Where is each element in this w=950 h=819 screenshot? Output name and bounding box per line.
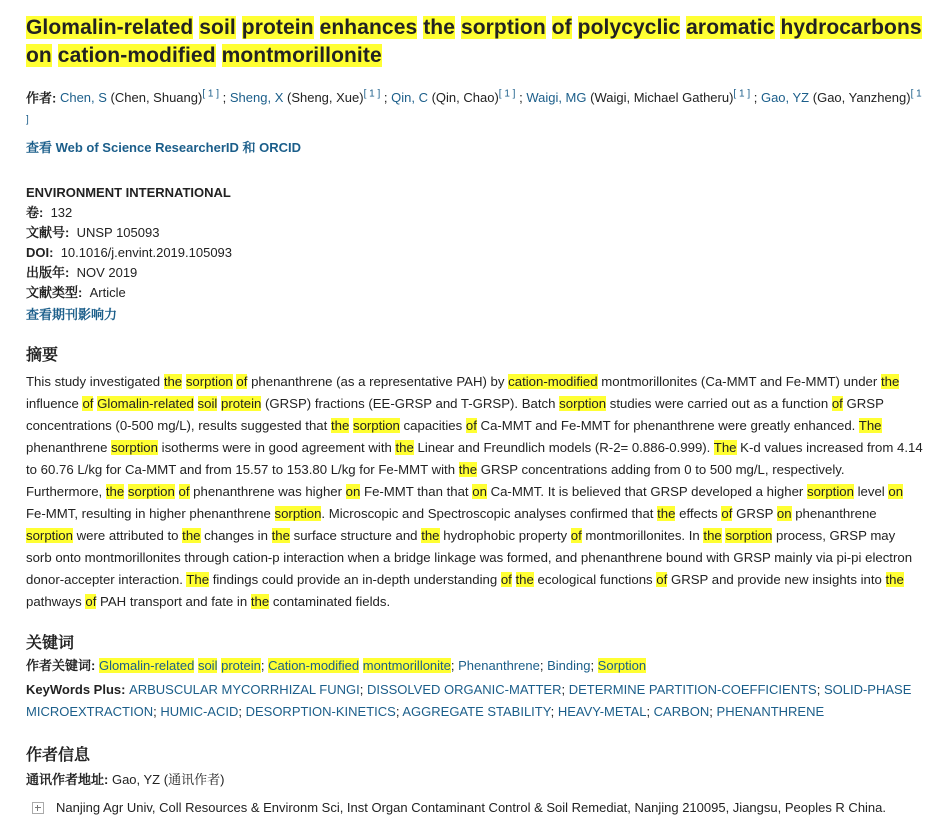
abstract-fragment-text [512, 572, 516, 587]
keyword-plus-link[interactable]: ARBUSCULAR MYCORRHIZAL FUNGI [129, 681, 360, 697]
abstract-fragment-text: (GRSP) fractions (EE-GRSP and T-GRSP). Batch [261, 395, 560, 411]
abstract-fragment-highlight: of [236, 373, 248, 389]
keyword-fragment-text: Binding [547, 657, 591, 673]
abstract-fragment-text: studies were carried out as a function [606, 395, 832, 411]
abstract-fragment-highlight: the [515, 571, 534, 587]
abstract-fragment-text: GRSP and provide new insights into [667, 571, 886, 587]
keyword-plus-link[interactable]: PHENANTHRENE [716, 703, 825, 719]
keyword-separator: ; [590, 657, 598, 673]
meta-rows [26, 203, 924, 303]
abstract-fragment-highlight: sorption [127, 483, 175, 499]
meta-value: Article [89, 284, 126, 300]
article-title [26, 14, 924, 70]
author-keyword-link[interactable] [458, 658, 540, 673]
journal-impact-link[interactable]: 查看期刊影响力 [26, 306, 118, 322]
keyword-plus-link[interactable]: CARBON [653, 703, 710, 719]
abstract-fragment-highlight: on [345, 483, 361, 499]
abstract-text [26, 371, 924, 613]
keyword-fragment-highlight: Glomalin-related [98, 657, 195, 673]
abstract-fragment-highlight: protein [221, 395, 262, 411]
title-fragment-highlight: of [551, 16, 572, 39]
author-full-name: (Qin, Chao) [427, 90, 499, 106]
abstract-fragment-highlight: the [271, 527, 290, 543]
abstract-fragment-highlight: of [570, 527, 582, 543]
authors-label: 作者: [26, 90, 60, 106]
abstract-fragment-text: contaminated fields. [269, 593, 391, 609]
meta-label: 文献号: [26, 224, 70, 240]
abstract-fragment-highlight: the [657, 505, 676, 521]
keyword-separator: ; [395, 703, 403, 719]
author-link[interactable]: Qin, C [391, 90, 428, 106]
author-link[interactable]: Chen, S [59, 90, 107, 106]
expand-plus-icon[interactable] [32, 802, 44, 814]
address-text: Nanjing Agr Univ, Coll Resources & Environm Sci, Inst Organ Contaminant Control & Soil Remediat, Nanjing 210095, Jiangsu, Peoples R China. [56, 799, 887, 815]
title-fragment-text [546, 16, 552, 39]
title-fragment-text [572, 16, 578, 39]
abstract-fragment-text: Ca-MMT. It is believed that GRSP developed a higher [486, 483, 807, 499]
meta-label: 文献类型: [26, 284, 83, 300]
abstract-fragment-highlight: cation-modified [508, 373, 598, 389]
keyword-plus-link[interactable]: DESORPTION-KINETICS [245, 703, 396, 719]
abstract-fragment-highlight: sorption [725, 527, 773, 543]
abstract-fragment-text: . Microscopic and Spectroscopic analyses confirmed that [321, 505, 658, 521]
keyword-separator: ; [550, 703, 558, 719]
keywords-plus-label: KeyWords Plus: [26, 681, 130, 697]
abstract-fragment-text [194, 396, 198, 411]
keyword-separator: ; [153, 703, 161, 719]
reprint-address [26, 769, 924, 791]
abstract-fragment-highlight: Glomalin-related [97, 395, 194, 411]
keyword-separator: ; [260, 657, 269, 673]
abstract-fragment-highlight: the [458, 461, 478, 477]
author-info-heading: 作者信息 [26, 746, 91, 764]
abstract-section [26, 345, 924, 613]
abstract-fragment-text: K-d values increased from 4.14 to 60.76 L/kg for Ca-MMT and from 15.57 to 153.80 L/kg for Fe-MMT with [26, 439, 923, 477]
author-affiliation-ref[interactable]: [ 1 ] [498, 89, 516, 100]
abstract-fragment-text: Ca-MMT and Fe-MMT for phenanthrene were greatly enhanced. [476, 417, 859, 433]
author-full-name: (Sheng, Xue) [283, 90, 364, 106]
abstract-fragment-highlight: on [472, 483, 487, 499]
keywords-heading: 关键词 [26, 634, 75, 652]
keyword-fragment-highlight: soil [197, 657, 218, 673]
author-keyword-link[interactable] [598, 658, 646, 673]
title-fragment-highlight: enhances [319, 16, 418, 39]
meta-value: UNSP 105093 [76, 224, 160, 240]
abstract-fragment-highlight: The [713, 439, 737, 455]
reprint-address-label: 通讯作者地址: [26, 771, 112, 787]
author-link[interactable]: Gao, YZ [760, 90, 810, 106]
abstract-fragment-highlight: on [888, 483, 904, 499]
title-fragment-highlight: soil [199, 16, 236, 39]
title-fragment-highlight: sorption [460, 16, 546, 39]
author-affiliation-ref[interactable]: [ 1 ] [733, 89, 751, 100]
researcher-id-link[interactable]: 查看 Web of Science ResearcherID 和 ORCID [26, 139, 302, 155]
abstract-fragment-text: phenanthrene [791, 505, 877, 521]
author-link[interactable]: Waigi, MG [526, 90, 587, 106]
abstract-fragment-highlight: on [776, 505, 792, 521]
meta-value: 132 [50, 204, 73, 220]
author-keywords-label: 作者关键词: [26, 657, 99, 673]
abstract-fragment-highlight: the [880, 373, 900, 389]
abstract-fragment-text: ecological functions [533, 571, 657, 587]
abstract-fragment-highlight: the [105, 483, 125, 499]
abstract-fragment-text: were attributed to [72, 527, 183, 543]
abstract-fragment-text [175, 484, 179, 499]
abstract-fragment-highlight: sorption [185, 373, 233, 389]
author-keyword-link[interactable] [268, 658, 451, 673]
meta-value: 10.1016/j.envint.2019.105093 [60, 244, 233, 260]
title-fragment-highlight: on [26, 44, 52, 67]
author-separator: ; [380, 90, 392, 106]
abstract-fragment-highlight: the [395, 439, 414, 455]
author-full-name: (Chen, Shuang) [106, 90, 203, 106]
author-separator: ; [515, 90, 527, 106]
author-separator: ; [219, 90, 230, 106]
abstract-fragment-highlight: soil [197, 395, 218, 411]
abstract-fragment-highlight: of [82, 395, 94, 411]
abstract-fragment-text: isotherms were in good agreement with [157, 439, 396, 455]
title-fragment-highlight: polycyclic [577, 16, 681, 39]
keyword-plus-link[interactable]: DISSOLVED ORGANIC-MATTER [366, 681, 562, 697]
abstract-fragment-highlight: the [421, 527, 440, 543]
keyword-separator: ; [450, 657, 459, 673]
abstract-fragment-highlight: the [163, 373, 183, 389]
abstract-heading: 摘要 [26, 346, 59, 364]
keyword-plus-link[interactable]: DETERMINE PARTITION-COEFFICIENTS [568, 681, 817, 697]
journal-name: ENVIRONMENT INTERNATIONAL [26, 184, 231, 200]
abstract-fragment-highlight: of [465, 417, 477, 433]
abstract-fragment-highlight: of [85, 593, 97, 609]
keyword-plus-link[interactable]: AGGREGATE STABILITY [402, 703, 551, 719]
author-keyword-link[interactable] [547, 658, 590, 673]
author-info-section [26, 745, 924, 819]
abstract-fragment-highlight: the [703, 527, 722, 543]
abstract-fragment-highlight: The [186, 571, 210, 587]
abstract-fragment-highlight: sorption [559, 395, 607, 411]
abstract-fragment-highlight: The [858, 417, 882, 433]
keyword-separator: ; [359, 681, 367, 697]
address-row [26, 797, 924, 819]
abstract-fragment-text: GRSP concentrations (0-500 mg/L), results suggested that [26, 395, 884, 433]
abstract-fragment-text: hydrophobic property [439, 527, 571, 543]
abstract-fragment-highlight: sorption [274, 505, 322, 521]
keyword-separator: ; [238, 703, 246, 719]
abstract-fragment-highlight: of [500, 571, 512, 587]
abstract-fragment-text: montmorillonites. In [581, 527, 704, 543]
keyword-fragment-highlight: montmorillonite [362, 657, 451, 673]
title-fragment-highlight: aromatic [686, 16, 775, 39]
abstract-fragment-text: montmorillonites (Ca-MMT and Fe-MMT) under [597, 373, 881, 389]
abstract-fragment-text: GRSP concentrations adding from 0 to 500 mg/L, respectively. Furthermore, [26, 461, 845, 499]
abstract-fragment-highlight: of [656, 571, 668, 587]
abstract-fragment-text: level [853, 483, 889, 499]
title-fragment-highlight: the [423, 16, 456, 39]
meta-value: NOV 2019 [76, 264, 138, 280]
abstract-fragment-text: Linear and Freundlich models (R-2= 0.886-0.999). [413, 439, 714, 455]
keyword-fragment-highlight: protein [221, 657, 261, 673]
abstract-fragment-text: This study investigated [26, 373, 164, 389]
abstract-fragment-text: phenanthrene [26, 439, 112, 455]
author-affiliation-ref[interactable]: [ 1 ] [26, 89, 922, 126]
abstract-fragment-highlight: sorption [26, 527, 73, 543]
meta-row [26, 283, 924, 303]
keywords-section [26, 633, 924, 723]
author-separator: ; [750, 90, 761, 106]
abstract-fragment-text: changes in [200, 527, 272, 543]
abstract-fragment-text: GRSP [732, 505, 777, 521]
title-fragment-highlight: protein [241, 16, 314, 39]
abstract-fragment-text: phenanthrene was higher [189, 483, 346, 499]
author-keywords [26, 655, 924, 677]
abstract-fragment-highlight: the [182, 527, 201, 543]
title-fragment-highlight: cation-modified [57, 44, 216, 67]
abstract-fragment-text: effects [675, 505, 722, 521]
abstract-fragment-text: PAH transport and fate in [96, 593, 251, 609]
abstract-fragment-text: influence [26, 395, 83, 411]
meta-row [26, 243, 924, 263]
keyword-plus-link[interactable]: SOLID-PHASE MICROEXTRACTION [26, 681, 912, 719]
reprint-author: Gao, YZ (通讯作者) [111, 771, 225, 787]
keyword-fragment-text: Phenanthrene [458, 657, 540, 673]
keyword-separator: ; [646, 703, 654, 719]
keyword-separator: ; [709, 703, 717, 719]
keywords-plus [26, 679, 924, 723]
keyword-fragment-highlight: Sorption [597, 657, 647, 673]
title-fragment-text [216, 44, 222, 67]
meta-label: 出版年: [26, 264, 70, 280]
abstract-fragment-text: capacities [399, 417, 466, 433]
title-fragment-text [314, 16, 320, 39]
author-link[interactable]: Sheng, X [229, 90, 284, 106]
title-fragment-highlight: Glomalin-related [26, 16, 194, 39]
keyword-plus-link[interactable]: HEAVY-METAL [557, 703, 647, 719]
abstract-fragment-highlight: sorption [807, 483, 854, 499]
abstract-fragment-highlight: sorption [352, 417, 400, 433]
keyword-separator: ; [561, 681, 569, 697]
title-fragment-text [236, 16, 242, 39]
title-fragment-highlight: hydrocarbons [780, 16, 922, 39]
abstract-fragment-highlight: sorption [111, 439, 158, 455]
abstract-fragment-text: phenanthrene (as a representative PAH) by [247, 373, 509, 389]
abstract-fragment-highlight: of [178, 483, 190, 499]
meta-label: 卷: [26, 204, 44, 220]
keyword-plus-link[interactable]: HUMIC-ACID [160, 703, 239, 719]
authors-block [26, 84, 924, 159]
abstract-fragment-highlight: the [885, 571, 904, 587]
title-fragment-text [52, 44, 58, 67]
author-full-name: (Gao, Yanzheng) [809, 90, 911, 106]
source-info [26, 183, 924, 325]
keyword-separator: ; [539, 657, 548, 673]
meta-row [26, 263, 924, 283]
author-affiliation-ref[interactable]: [ 1 ] [363, 89, 381, 100]
abstract-fragment-text: surface structure and [289, 527, 422, 543]
author-keyword-link[interactable] [99, 658, 261, 673]
abstract-fragment-highlight: of [831, 395, 843, 411]
abstract-fragment-highlight: the [330, 417, 350, 433]
abstract-fragment-highlight: the [250, 593, 270, 609]
abstract-fragment-text: Fe-MMT than that [360, 483, 473, 499]
abstract-fragment-text: findings could provide an in-depth understanding [209, 571, 501, 587]
abstract-fragment-text: pathways [26, 593, 86, 609]
keyword-fragment-highlight: Cation-modified [268, 657, 360, 673]
abstract-fragment-text: Fe-MMT, resulting in higher phenanthrene [26, 505, 275, 521]
keyword-separator: ; [816, 681, 824, 697]
title-fragment-highlight: montmorillonite [221, 44, 382, 67]
meta-label: DOI: [26, 244, 54, 260]
author-full-name: (Waigi, Michael Gatheru) [586, 90, 734, 106]
abstract-fragment-text: process, GRSP may sorb onto montmorillonites through cation-p interaction when a bridge linkage was formed, and phenanthrene bound with GRSP mainly via pi-pi electron donor-accepter interaction. [26, 527, 913, 587]
meta-row [26, 223, 924, 243]
abstract-fragment-highlight: of [721, 505, 733, 521]
author-list [26, 90, 922, 130]
meta-row [26, 203, 924, 223]
author-affiliation-ref[interactable]: [ 1 ] [202, 89, 220, 100]
